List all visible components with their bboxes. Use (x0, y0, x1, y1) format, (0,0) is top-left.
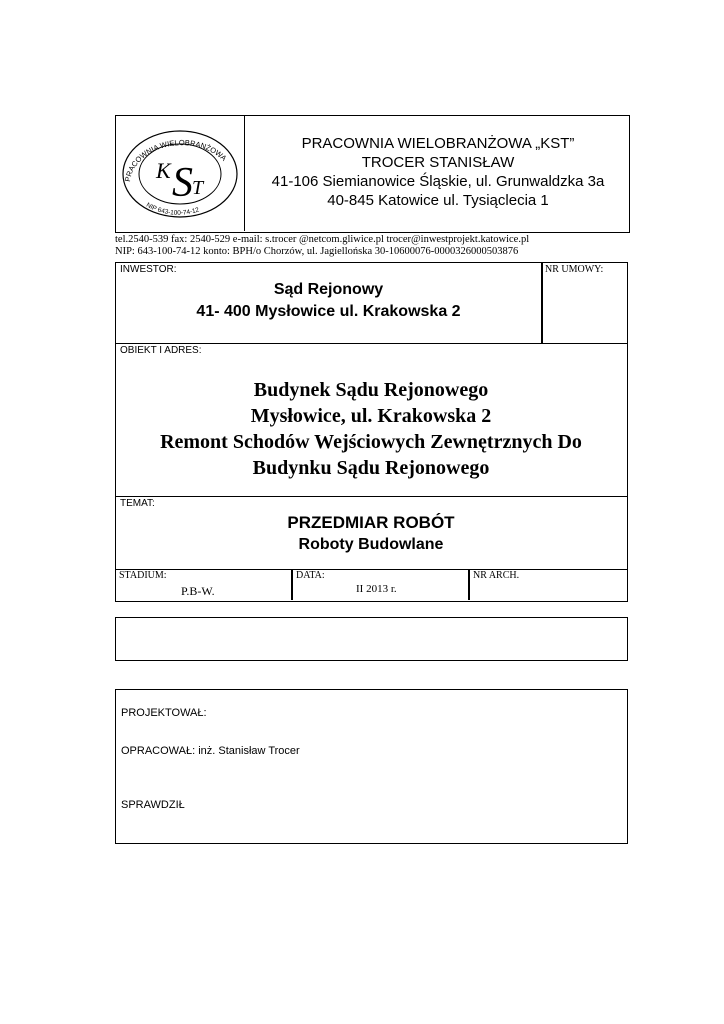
object-line-4: Budynku Sądu Rejonowego (252, 457, 490, 479)
investor-details (116, 279, 541, 323)
investor-label: INWESTOR: (120, 264, 177, 275)
designed-by: PROJEKTOWAŁ: (121, 707, 207, 719)
divider (468, 569, 470, 600)
divider (541, 263, 543, 343)
date-label: DATA: (296, 570, 325, 581)
topic-label: TEMAT: (120, 498, 155, 509)
empty-box (115, 617, 628, 661)
investor-name: Sąd Rejonowy (273, 281, 384, 298)
date-value: II 2013 r. (356, 583, 397, 595)
topic-subtitle: Roboty Budowlane (298, 536, 444, 553)
logo-s: S (172, 160, 193, 206)
logo-bottom-text: NIP 643-100-74-12 (144, 201, 201, 217)
logo-stamp-icon (116, 116, 245, 231)
logo-top-text: PRACOWNIA WIELOBRANŻOWA (123, 138, 229, 183)
company-info (246, 134, 630, 210)
contact-line-2: NIP: 643-100-74-12 konto: BPH/o Chorzów, ul. Jagiellońska 30-10600076-0000326000503876 (115, 246, 519, 257)
contact-info (115, 234, 635, 258)
checked-by: SPRAWDZIŁ (121, 799, 185, 811)
company-owner: TROCER STANISŁAW (361, 154, 515, 171)
object-label: OBIEKT I ADRES: (120, 345, 202, 356)
company-address-2: 40-845 Katowice ul. Tysiąclecia 1 (327, 192, 549, 209)
topic-title: PRZEDMIAR ROBÓT (287, 513, 455, 532)
archive-number-label: NR ARCH. (473, 570, 520, 581)
object-line-1: Budynek Sądu Rejonowego (253, 379, 489, 401)
staff-section (115, 689, 628, 844)
investor-address: 41- 400 Mysłowice ul. Krakowska 2 (196, 303, 461, 320)
object-line-2: Mysłowice, ul. Krakowska 2 (250, 405, 492, 427)
company-logo (116, 116, 245, 231)
prepared-by: OPRACOWAŁ: inż. Stanisław Trocer (121, 745, 300, 757)
investor-section (115, 262, 628, 344)
logo-t: T (192, 177, 204, 199)
contract-number-label: NR UMOWY: (545, 264, 604, 275)
divider (291, 569, 293, 600)
object-section (115, 343, 628, 497)
object-details (116, 377, 626, 481)
contact-line-1: tel.2540-539 fax: 2540-529 e-mail: s.trocer @netcom.gliwice.pl trocer@inwestprojekt.katowice.pl (115, 234, 530, 245)
header-box (115, 115, 630, 233)
logo-k: K (156, 158, 171, 183)
company-name: PRACOWNIA WIELOBRANŻOWA „KST” (301, 135, 575, 152)
stage-value: P.B-W. (181, 584, 215, 598)
topic-section (115, 496, 628, 570)
company-address-1: 41-106 Siemianowice Śląskie, ul. Grunwaldzka 3a (271, 173, 605, 190)
stage-row (115, 569, 628, 602)
stage-label: STADIUM: (119, 570, 167, 581)
object-line-3: Remont Schodów Wejściowych Zewnętrznych Do (160, 431, 582, 453)
